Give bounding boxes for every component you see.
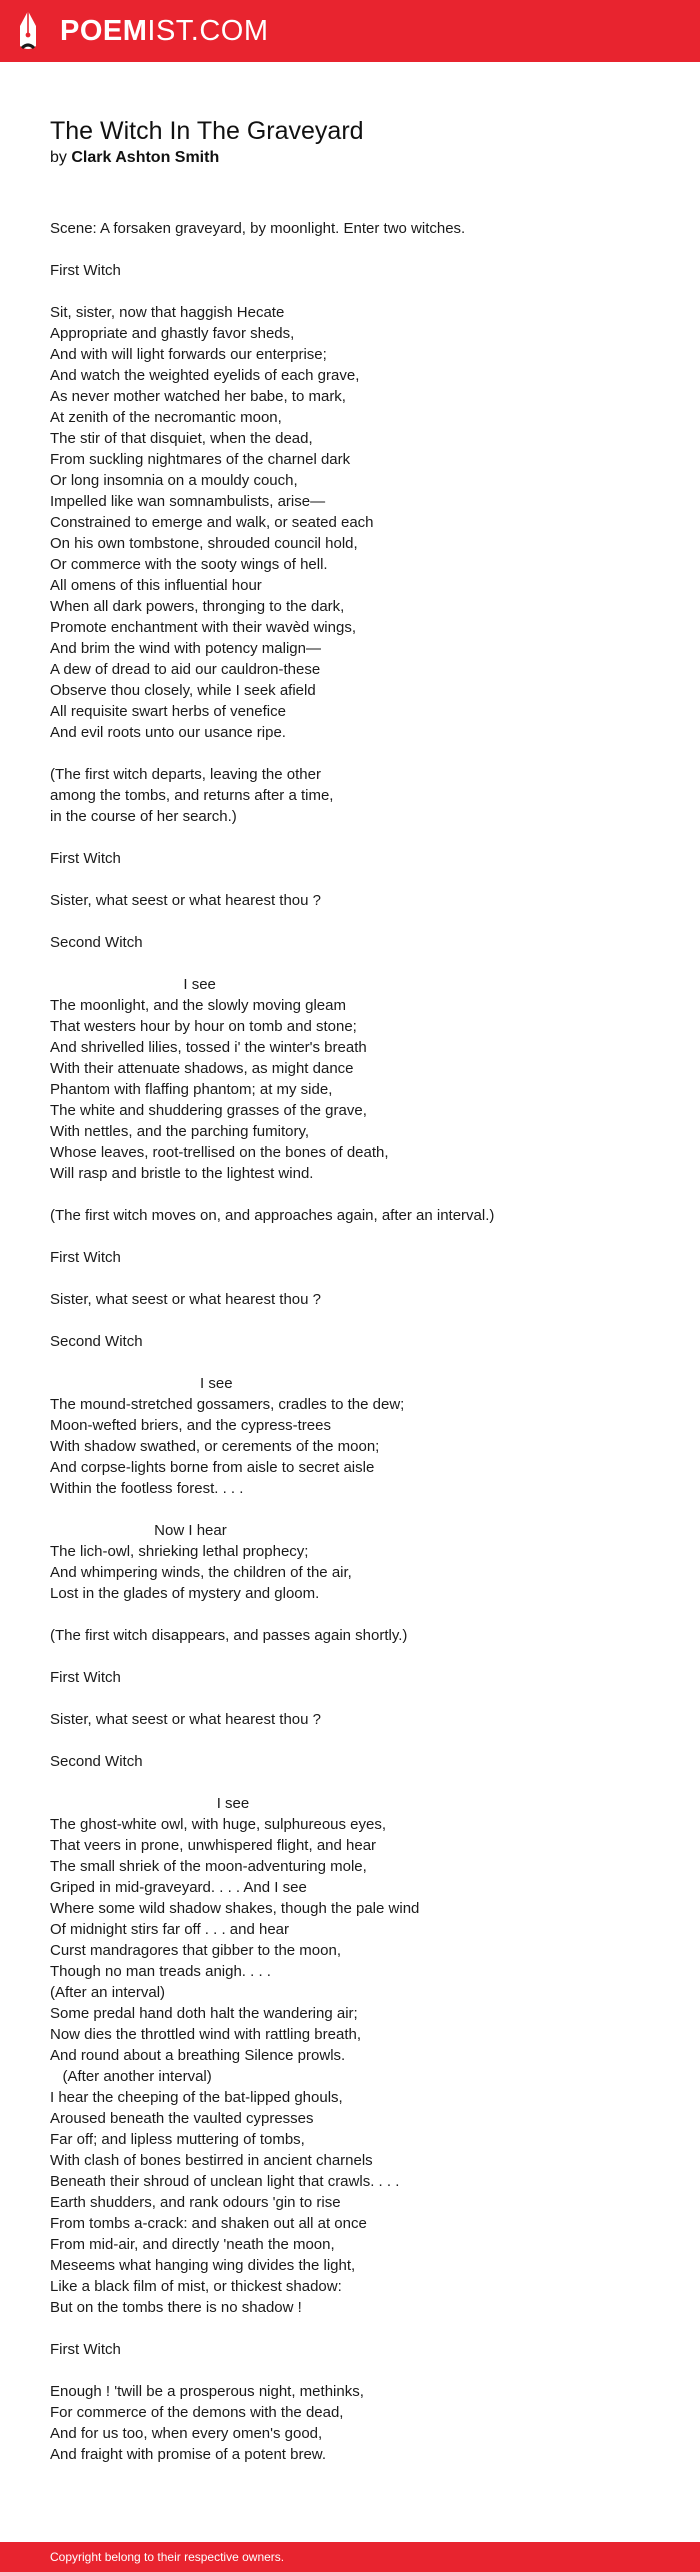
poem-line: First Witch — [50, 2341, 121, 2358]
poem-line: Curst mandragores that gibber to the moon, — [50, 1942, 341, 1959]
poem-line: All omens of this influential hour — [50, 577, 262, 594]
poem-body — [50, 218, 650, 2465]
poem-line: Scene: A forsaken graveyard, by moonlight. Enter two witches. — [50, 220, 466, 237]
poem-title: The Witch In The Graveyard — [50, 117, 364, 145]
poem-line: (The first witch moves on, and approaches again, after an interval.) — [50, 1207, 495, 1224]
poem-line: I hear the cheeping of the bat-lipped ghouls, — [50, 2089, 343, 2106]
poem-line: With clash of bones bestirred in ancient charnels — [50, 2152, 373, 2169]
poem-line: And with will light forwards our enterprise; — [50, 346, 327, 363]
poem-line: And corpse-lights borne from aisle to secret aisle — [50, 1459, 375, 1476]
poem-line: All requisite swart herbs of venefice — [50, 703, 286, 720]
poem-line: Promote enchantment with their wavèd wings, — [50, 619, 356, 636]
poem-line: First Witch — [50, 1249, 121, 1266]
poem-line: Impelled like wan somnambulists, arise— — [50, 493, 326, 510]
poem-line: And fraight with promise of a potent brew. — [50, 2446, 326, 2463]
stanza-gap — [50, 1310, 650, 1331]
site-logo[interactable] — [60, 14, 269, 48]
poem-line: (After another interval) — [50, 2068, 212, 2085]
poem-line: The mound-stretched gossamers, cradles to the dew; — [50, 1396, 405, 1413]
poem-line: The moonlight, and the slowly moving gleam — [50, 997, 346, 1014]
stanza-gap — [50, 1730, 650, 1751]
poem-line: On his own tombstone, shrouded council hold, — [50, 535, 358, 552]
poem-line: The ghost-white owl, with huge, sulphureous eyes, — [50, 1816, 387, 1833]
poem-line: Beneath their shroud of unclean light that crawls. . . . — [50, 2173, 400, 2190]
poem-line: First Witch — [50, 1669, 121, 1686]
poem-line: Lost in the glades of mystery and gloom. — [50, 1585, 320, 1602]
poem-line: Where some wild shadow shakes, though the pale wind — [50, 1900, 420, 1917]
poem-line: Now dies the throttled wind with rattling breath, — [50, 2026, 361, 2043]
stanza-gap — [50, 1688, 650, 1709]
poem-line: Observe thou closely, while I seek afield — [50, 682, 316, 699]
poem-line: Within the footless forest. . . . — [50, 1480, 244, 1497]
poem-line: And brim the wind with potency malign— — [50, 640, 321, 657]
poem-line: For commerce of the demons with the dead, — [50, 2404, 344, 2421]
poem-line: When all dark powers, thronging to the dark, — [50, 598, 345, 615]
author-link[interactable]: Clark Ashton Smith — [71, 149, 220, 166]
poem-line: Enough ! 'twill be a prosperous night, methinks, — [50, 2383, 364, 2400]
site-header — [0, 0, 700, 62]
stanza-gap — [50, 1268, 650, 1289]
poem-line: in the course of her search.) — [50, 808, 237, 825]
stanza-gap — [50, 1646, 650, 1667]
stanza-gap — [50, 953, 650, 974]
poem-line: Some predal hand doth halt the wandering air; — [50, 2005, 358, 2022]
poem-line: And evil roots unto our usance ripe. — [50, 724, 286, 741]
poem-line: Aroused beneath the vaulted cypresses — [50, 2110, 314, 2127]
stanza-gap — [50, 827, 650, 848]
poem-line: Phantom with flaffing phantom; at my side, — [50, 1081, 333, 1098]
poem-line: Griped in mid-graveyard. . . . And I see — [50, 1879, 307, 1896]
poem-line: Or commerce with the sooty wings of hell. — [50, 556, 328, 573]
poem-line: A dew of dread to aid our cauldron-these — [50, 661, 321, 678]
poem-line: That veers in prone, unwhispered flight, and hear — [50, 1837, 377, 1854]
poem-line: The small shriek of the moon-adventuring mole, — [50, 1858, 367, 1875]
poem-line: Now I hear — [50, 1522, 227, 1539]
poem-line: First Witch — [50, 850, 121, 867]
stanza-gap — [50, 281, 650, 302]
poem-line: With shadow swathed, or cerements of the moon; — [50, 1438, 380, 1455]
poem-line: From mid-air, and directly 'neath the moon, — [50, 2236, 335, 2253]
poem-line: Second Witch — [50, 1333, 143, 1350]
poem-line: Though no man treads anigh. . . . — [50, 1963, 271, 1980]
poem-line: Second Witch — [50, 934, 143, 951]
poem-line: But on the tombs there is no shadow ! — [50, 2299, 302, 2316]
poem-line: With their attenuate shadows, as might dance — [50, 1060, 354, 1077]
poem-line: The stir of that disquiet, when the dead, — [50, 430, 313, 447]
poem-line: Meseems what hanging wing divides the light, — [50, 2257, 356, 2274]
stanza-gap — [50, 911, 650, 932]
poem-line: As never mother watched her babe, to mark, — [50, 388, 346, 405]
brand-light: IST.COM — [147, 15, 269, 47]
poem-line: I see — [50, 1795, 250, 1812]
poem-line: With nettles, and the parching fumitory, — [50, 1123, 310, 1140]
copyright-notice: Copyright belong to their respective owners. — [50, 2550, 285, 2564]
poem-line: (The first witch disappears, and passes again shortly.) — [50, 1627, 408, 1644]
poem-line: Will rasp and bristle to the lightest wind. — [50, 1165, 314, 1182]
poem-line: And shrivelled lilies, tossed i' the winter's breath — [50, 1039, 367, 1056]
byline — [50, 148, 219, 168]
stanza-gap — [50, 1352, 650, 1373]
poem-line: From tombs a-crack: and shaken out all at once — [50, 2215, 367, 2232]
stanza-gap — [50, 743, 650, 764]
stanza-gap — [50, 869, 650, 890]
stanza-gap — [50, 1772, 650, 1793]
poem-line: Sister, what seest or what hearest thou ? — [50, 1291, 321, 1308]
poem-line: First Witch — [50, 262, 121, 279]
poem-line: I see — [50, 1375, 233, 1392]
poem-line: The lich-owl, shrieking lethal prophecy; — [50, 1543, 309, 1560]
poem-line: That westers hour by hour on tomb and stone; — [50, 1018, 357, 1035]
poem-line: Second Witch — [50, 1753, 143, 1770]
poem-line: The white and shuddering grasses of the grave, — [50, 1102, 367, 1119]
poem-line: Moon-wefted briers, and the cypress-trees — [50, 1417, 331, 1434]
poem-line: Sister, what seest or what hearest thou ? — [50, 892, 321, 909]
stanza-gap — [50, 2360, 650, 2381]
poem-line: Or long insomnia on a mouldy couch, — [50, 472, 298, 489]
poem-line: Like a black film of mist, or thickest shadow: — [50, 2278, 342, 2295]
poem-line: And watch the weighted eyelids of each grave, — [50, 367, 360, 384]
poem-line: (The first witch departs, leaving the other — [50, 766, 321, 783]
stanza-gap — [50, 1226, 650, 1247]
poem-line: Whose leaves, root-trellised on the bones of death, — [50, 1144, 389, 1161]
stanza-gap — [50, 2318, 650, 2339]
stanza-gap — [50, 239, 650, 260]
poem-line: Constrained to emerge and walk, or seated each — [50, 514, 374, 531]
poem-line: Sit, sister, now that haggish Hecate — [50, 304, 285, 321]
poem-line: Appropriate and ghastly favor sheds, — [50, 325, 295, 342]
poem-line: Sister, what seest or what hearest thou ? — [50, 1711, 321, 1728]
poem-line: Earth shudders, and rank odours 'gin to rise — [50, 2194, 341, 2211]
poem-line: And whimpering winds, the children of the air, — [50, 1564, 352, 1581]
stanza-gap — [50, 1184, 650, 1205]
poem-line: among the tombs, and returns after a time, — [50, 787, 334, 804]
stanza-gap — [50, 1499, 650, 1520]
poem-line: Far off; and lipless muttering of tombs, — [50, 2131, 305, 2148]
poem-line: And for us too, when every omen's good, — [50, 2425, 323, 2442]
poem-line: (After an interval) — [50, 1984, 166, 2001]
brand-bold: POEM — [60, 15, 148, 47]
poem-line: I see — [50, 976, 216, 993]
site-footer — [0, 2542, 700, 2572]
poem-line: At zenith of the necromantic moon, — [50, 409, 282, 426]
pen-nib-icon[interactable] — [18, 10, 38, 52]
by-label: by — [50, 149, 67, 166]
poem-line: From suckling nightmares of the charnel dark — [50, 451, 351, 468]
poem-line: Of midnight stirs far off . . . and hear — [50, 1921, 289, 1938]
poem-line: And round about a breathing Silence prowls. — [50, 2047, 346, 2064]
stanza-gap — [50, 1604, 650, 1625]
